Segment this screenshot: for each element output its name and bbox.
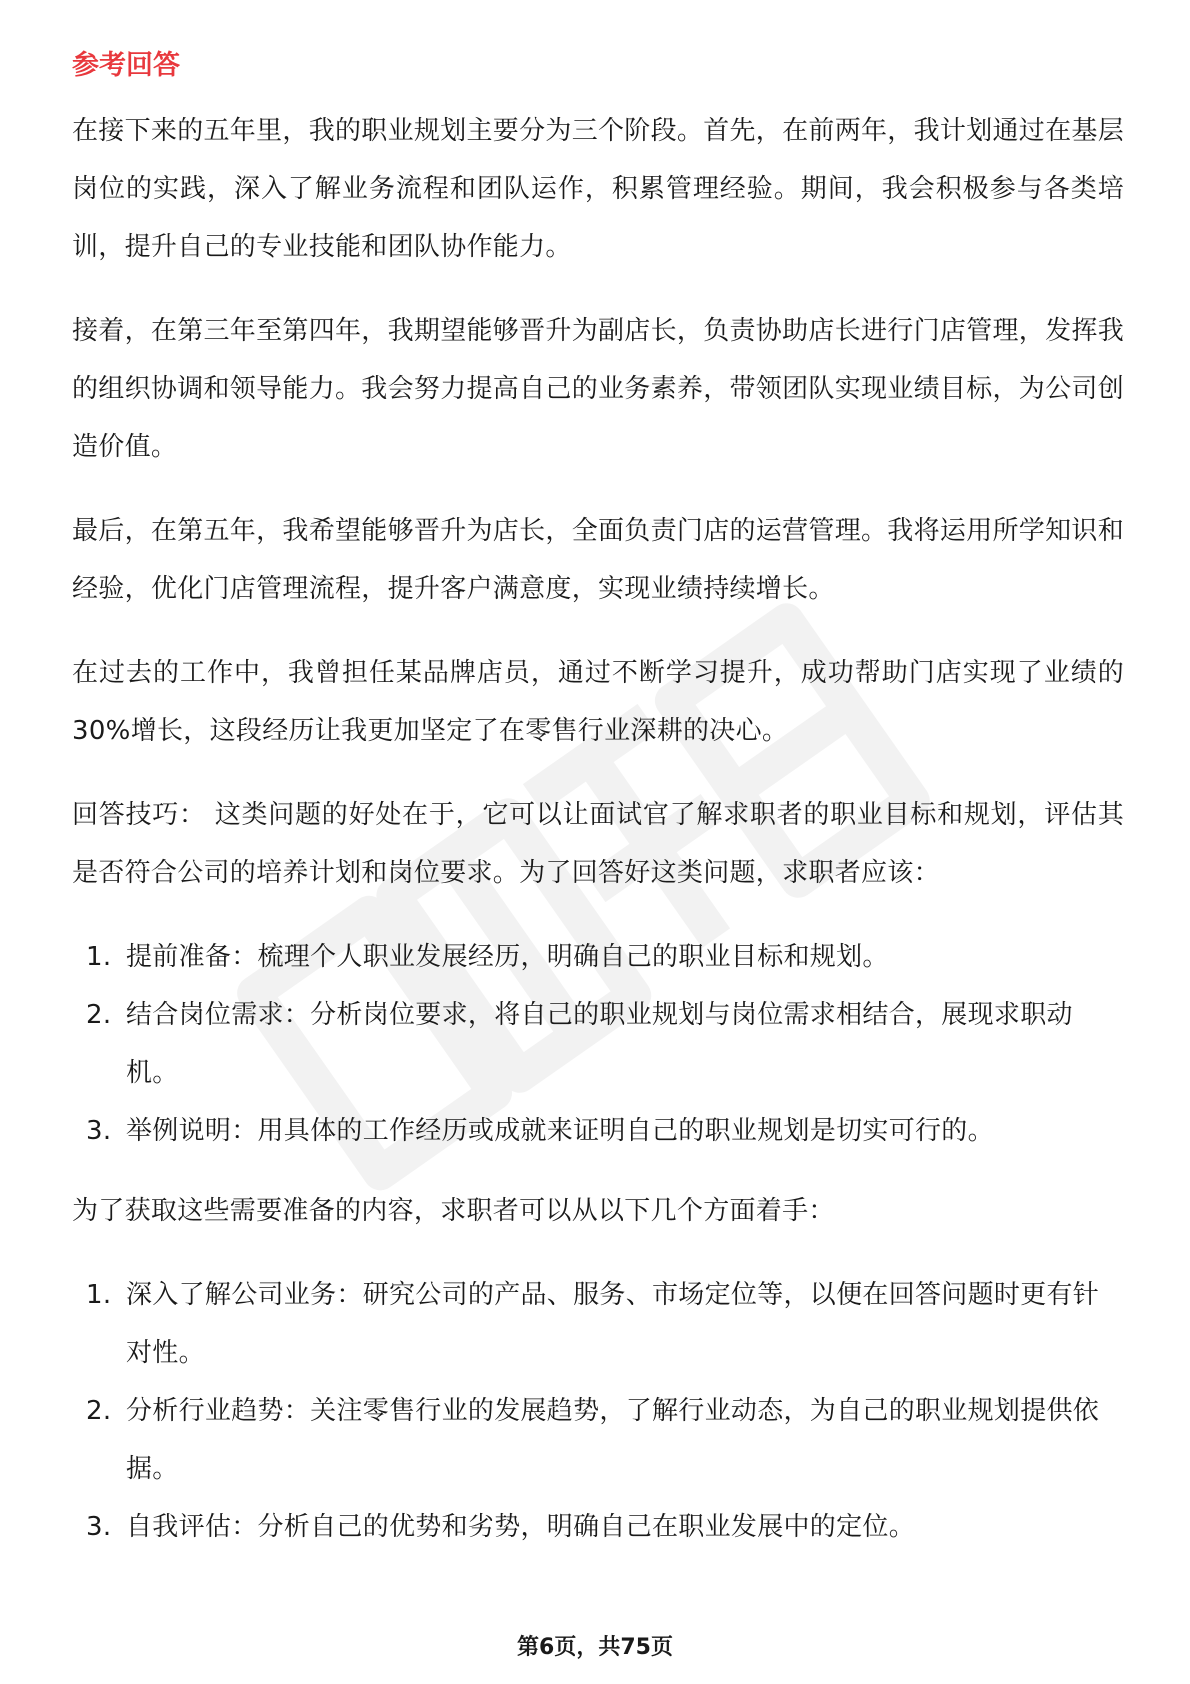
list-item [72, 1266, 1124, 1382]
paragraph-tips: 回答技巧： 这类问题的好处在于，它可以让面试官了解求职者的职业目标和规划，评估其是否符合公司的培养计划和岗位要求。为了回答好这类问题，求职者应该： [72, 800, 1124, 888]
list-item [72, 1498, 1124, 1556]
list-number: 3. [86, 1116, 112, 1146]
paragraph-intro2: 为了获取这些需要准备的内容，求职者可以从以下几个方面着手： [72, 1196, 835, 1226]
list-text: 结合岗位需求：分析岗位要求，将自己的职业规划与岗位需求相结合，展现求职动机。 [126, 1000, 1073, 1088]
prep-list [72, 1266, 1124, 1556]
list-number: 1. [86, 942, 112, 972]
list-number: 2. [86, 1396, 112, 1426]
paragraph-3: 最后，在第五年，我希望能够晋升为店长，全面负责门店的运营管理。我将运用所学知识和经验，优化门店管理流程，提升客户满意度，实现业绩持续增长。 [72, 516, 1125, 604]
section-title: 参考回答 [72, 50, 180, 81]
list-item [72, 928, 1124, 986]
list-number: 1. [86, 1280, 112, 1310]
list-item [72, 986, 1124, 1102]
main-content [72, 46, 1124, 1578]
list-item [72, 1382, 1124, 1498]
paragraph-1: 在接下来的五年里，我的职业规划主要分为三个阶段。首先，在前两年，我计划通过在基层岗位的实践，深入了解业务流程和团队运作，积累管理经验。期间，我会积极参与各类培训，提升自己的专业技能和团队协作能力。 [72, 116, 1125, 262]
list-text: 提前准备：梳理个人职业发展经历，明确自己的职业目标和规划。 [126, 942, 889, 972]
list-text: 自我评估：分析自己的优势和劣势，明确自己在职业发展中的定位。 [126, 1512, 916, 1542]
list-text: 深入了解公司业务：研究公司的产品、服务、市场定位等，以便在回答问题时更有针对性。 [126, 1280, 1100, 1368]
paragraph-4: 在过去的工作中，我曾担任某品牌店员，通过不断学习提升，成功帮助门店实现了业绩的30%增长，这段经历让我更加坚定了在零售行业深耕的决心。 [72, 658, 1124, 746]
tips-list [72, 928, 1124, 1160]
list-item [72, 1102, 1124, 1160]
list-number: 2. [86, 1000, 112, 1030]
paragraph-2: 接着，在第三年至第四年，我期望能够晋升为副店长，负责协助店长进行门店管理，发挥我的组织协调和领导能力。我会努力提高自己的业务素养，带领团队实现业绩目标，为公司创造价值。 [72, 316, 1125, 462]
list-text: 举例说明：用具体的工作经历或成就来证明自己的职业规划是切实可行的。 [126, 1116, 994, 1146]
list-number: 3. [86, 1512, 112, 1542]
page-footer: 第6页，共75页 [517, 1635, 673, 1660]
list-text: 分析行业趋势：关注零售行业的发展趋势，了解行业动态，为自己的职业规划提供依据。 [126, 1396, 1100, 1484]
